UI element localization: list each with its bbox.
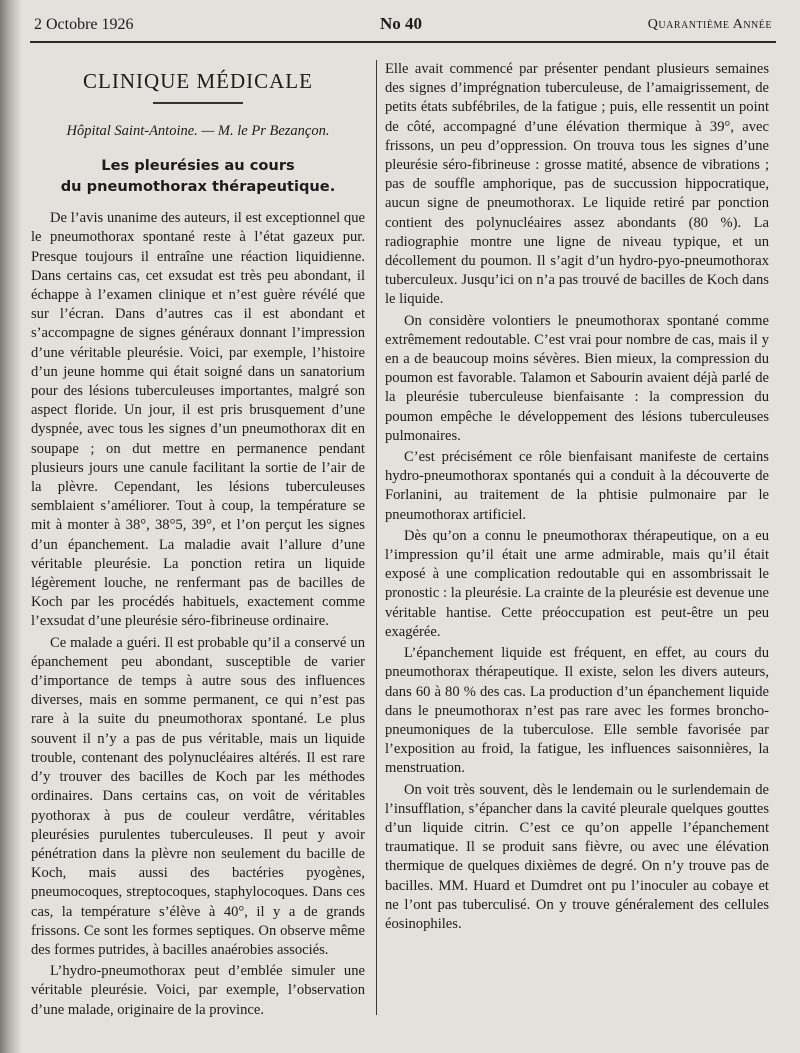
hospital-line: Hôpital Saint-Antoine. — M. le Pr Bezançon. <box>66 123 330 139</box>
article-title-line-2: du pneumothorax thérapeutique. <box>60 178 336 196</box>
right-paragraph-5: L’épanchement liquide est fréquent, en effet, au cours du pneumothorax thérapeutique. Il existe, selon les divers auteurs, dans 60 à 80 % des cas. La production d’un épanchement liquide dans le pneumothorax n’est pas rare avec les formes broncho-pneumoniques de la tuberculose. Elle semble favorisée par l’exposition au froid, la fatigue, les influences saisonnières, la menstruation. <box>385 645 769 777</box>
column-divider <box>376 60 377 1015</box>
article-title <box>31 155 365 197</box>
right-paragraph-3: C’est précisément ce rôle bienfaisant manifeste de certains hydro-pneumothorax spontanés qui a conduit à la découverte de Forlanini, au traitement de la phtisie pulmonaire par le pneumothorax artificiel. <box>385 449 769 523</box>
left-paragraph-3: L’hydro-pneumothorax peut d’emblée simuler une véritable pleurésie. Voici, par exemple, l’observation d’une malade, originaire de la province. <box>31 963 365 1018</box>
page-header <box>30 14 774 38</box>
right-paragraph-2: On considère volontiers le pneumothorax spontané comme extrêmement redoutable. C’est vrai pour nombre de cas, mais il y en a de beaucoup moins sévères. Bien mieux, la compression du poumon est favorable. Talamon et Sabourin avaient déjà parlé de la pleurésie tuberculeuse bienfaisante : la compression du poumon empêche le développement des lésions tuberculeuses pulmonaires. <box>385 312 769 444</box>
left-paragraph-1: De l’avis unanime des auteurs, il est exceptionnel que le pneumothorax spontané reste à l’état gazeux pur. Presque toujours il entraîne une réaction liquidienne. Dans certains cas, cet exsudat est très peu abondant, il échappe à l’examen clinique et n’est guère révélé que sur l’écran. Dans d’autres cas il est abondant et s’accompagne de signes généraux donnant l’impression d’une véritable pleurésie. Voici, par exemple, l’histoire d’un jeune homme qui était soigné dans un sanatorium pour des lésions tuberculeuses importantes, malgré son aspect floride. Un jour, il est pris brusquement d’une dyspnée, avec tous les signes d’un pneumothorax dit en soupape ; on dut mettre en permanence pendant plusieurs jours une canule facilitant la sortie de l’air de la plèvre. Cependant, les lésions tuberculeuses semblaient s’améliorer. Tout à coup, la température se mit à monter à 38°, 38°5, 39°, et l’on perçut les signes d’un épanchement. La maladie avait l’allure d’une véritable pleurésie. La ponction retira un liquide légèrement louche, ne renfermant pas de bacilles de Koch par les procédés habituels, exactement comme l’exsudat d’une pleurésie séro-fibrineuse ordinaire. <box>31 210 365 630</box>
section-title-rule <box>153 102 243 104</box>
left-column <box>31 60 365 1020</box>
header-date: 2 Octobre 1926 <box>34 16 134 33</box>
right-paragraph-6: On voit très souvent, dès le lendemain ou le surlendemain de l’insufflation, s’épancher dans la cavité pleurale quelques gouttes d’un liquide citrin. C’est ce qu’on appelle l’épanchement traumatique. Il se produit sans fièvre, ou avec une élévation thermique de quelques dixièmes de degré. On n’y trouve pas de bacilles. MM. Huard et Dumdret ont pu l’inoculer au cobaye et ne l’ont pas tuberculisé. On y trouve généralement des cellules éosinophiles. <box>385 781 769 932</box>
page-binding-shadow <box>0 0 22 1053</box>
article-title-line-1: Les pleurésies au cours <box>101 157 295 175</box>
header-year-label: Quarantième Année <box>647 17 772 32</box>
header-issue-number: No 40 <box>380 14 423 33</box>
right-paragraph-4: Dès qu’on a connu le pneumothorax thérapeutique, on a eu l’impression qu’il était une arme admirable, mais qu’il était exposé à une complication redoutable qui en assombrissait le pronostic : la pleurésie. La crainte de la pleurésie est devenue une véritable hantise. Cette préoccupation est peut-être un peu exagérée. <box>385 527 769 640</box>
right-column <box>385 60 769 934</box>
section-title: CLINIQUE MÉDICALE <box>83 69 313 93</box>
header-rule <box>30 41 776 43</box>
right-paragraph-1: Elle avait commencé par présenter pendant plusieurs semaines des signes d’imprégnation tuberculeuse, de l’amaigrissement, de petits états subfébriles, de la fatigue ; puis, elle ressentit un point de côté, accompagné d’une élévation thermique à 39°, avec frissons, un peu d’oppression. On trouva tous les signes d’une pleurésie séro-fibrineuse : grosse matité, absence de vibrations ; pas de souffle amphorique, pas de succussion hippocratique, aucun signe de pneumothorax. Le liquide retiré par ponction contient des polynucléaires assez abondants (80 %). La radiographie montre une ligne de niveau typique, et un décollement du poumon. Il s’agit d’un hydro-pyo-pneumothorax tuberculeux. Jusqu’ici on n’a pas trouvé de bacilles de Koch dans le liquide. <box>385 61 769 308</box>
left-paragraph-2: Ce malade a guéri. Il est probable qu’il a conservé un épanchement peu abondant, susceptible de varier d’importance de temps à autre sous des influences diverses, mais en somme permanent, ce qui n’est pas rare à la suite du pneumothorax spontané. Le plus souvent il n’y a pas de pus véritable, mais un liquide trouble, contenant des polynucléaires altérés. Il est rare d’y trouver des bacilles de Koch par les méthodes ordinaires. Dans certains cas, on voit de véritables pyothorax à pus de couleur verdâtre, véritables pleurésies purulentes tuberculeuses. Il peut y avoir pénétration dans la plèvre non seulement du bacille de Koch, mais aussi des bactéries pyogènes, pneumocoques, streptocoques, staphylocoques. Dans ces cas, la température s’élève à 40°, il y a de grands frissons. Ce sont les formes septiques. On observe même des formes putrides, à bacilles anaérobies associés. <box>31 634 365 958</box>
